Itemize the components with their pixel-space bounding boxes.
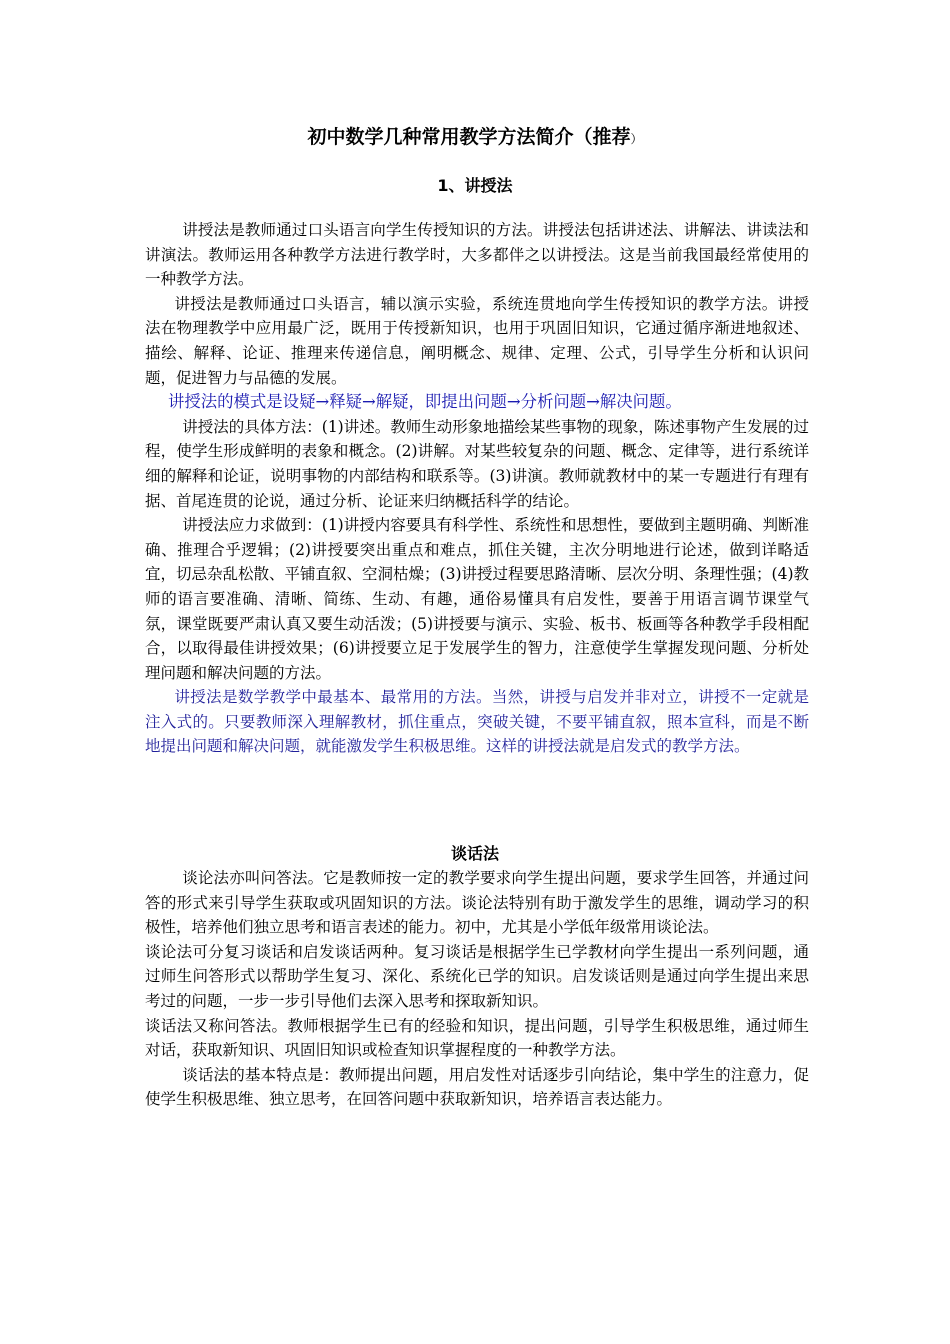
document-title [0, 123, 950, 153]
section-body-lecture [145, 218, 809, 759]
paragraph: 谈论法可分复习谈话和启发谈话两种。复习谈话是根据学生已学教材向学生提出一系列问题，通过师生问答形式以帮助学生复习、深化、系统化已学的知识。启发谈话则是通过向学生提出来思考过的问题，一步一步引导他们去深入思考和探取新知识。 [145, 942, 809, 1010]
paragraph: 谈话法的基本特点是：教师提出问题，用启发性对话逐步引向结论，集中学生的注意力，促使学生积极思维、独立思考，在回答问题中获取新知识，培养语言表达能力。 [145, 1065, 809, 1109]
paragraph: 讲授法的具体方法：(1)讲述。教师生动形象地描绘某些事物的现象，陈述事物产生发展的过程，使学生形成鲜明的表象和概念。(2)讲解。对某些较复杂的问题、概念、定律等，进行系统详细的解释和论证，说明事物的内部结构和联系等。(3)讲演。教师就教材中的某一专题进行有理有据、首尾连贯的论说，通过分析、论证来归纳概括科学的结论。 [145, 417, 809, 510]
paragraph: 谈话法又称问答法。教师根据学生已有的经验和知识，提出问题，引导学生积极思维，通过师生对话，获取新知识、巩固旧知识或检查知识掌握程度的一种教学方法。 [145, 1016, 809, 1060]
paragraph-highlight: 讲授法是数学教学中最基本、最常用的方法。当然，讲授与启发并非对立，讲授不一定就是注入式的。只要教师深入理解教材，抓住重点，突破关键，不要平铺直叙，照本宣科，而是不断地提出问题和解决问题，就能激发学生积极思维。这样的讲授法就是启发式的教学方法。 [145, 688, 809, 756]
paragraph: 谈论法亦叫问答法。它是教师按一定的教学要求向学生提出问题，要求学生回答，并通过问答的形式来引导学生获取或巩固知识的方法。谈论法特别有助于激发学生的思维，调动学习的积极性，培养他们独立思考和语言表述的能力。初中，尤其是小学低年级常用谈论法。 [145, 869, 809, 937]
paragraph: 讲授法是教师通过口头语言向学生传授知识的方法。讲授法包括讲述法、讲解法、讲读法和讲演法。教师运用各种教学方法进行教学时，大多都伴之以讲授法。这是当前我国最经常使用的一种教学方法。 [145, 221, 809, 289]
paragraph-highlight: 讲授法的模式是设疑→释疑→解疑，即提出问题→分析问题→解决问题。 [167, 392, 682, 412]
paragraph: 讲授法是教师通过口头语言，辅以演示实验，系统连贯地向学生传授知识的教学方法。讲授法在物理教学中应用最广泛，既用于传授新知识，也用于巩固旧知识，它通过循序渐进地叙述、描绘、解释、论证、推理来传递信息，阐明概念、规律、定理、公式，引导学生分析和认识问题，促进智力与品德的发展。 [145, 294, 809, 387]
section-heading-lecture: 1、讲授法 [437, 176, 513, 195]
paragraph: 讲授法应力求做到：(1)讲授内容要具有科学性、系统性和思想性，要做到主题明确、判断准确、推理合乎逻辑；(2)讲授要突出重点和难点，抓住关键，主次分明地进行论述，做到详略适宜，切忌杂乱松散、平铺直叙、空洞枯燥；(3)讲授过程要思路清晰、层次分明、条理性强；(4)教师的语言要准确、清晰、简练、生动、有趣，通俗易懂具有启发性，要善于用语言调节课堂气氛，课堂既要严肃认真又要生动活泼；(5)讲授要与演示、实验、板书、板画等各种教学手段相配合，以取得最佳讲授效果；(6)讲授要立足于发展学生的智力，注意使学生掌握发现问题、分析处理问题和解决问题的方法。 [145, 516, 809, 682]
section-heading-discussion: 谈话法 [450, 844, 499, 863]
section-body-discussion [145, 866, 809, 1112]
title-text: 初中数学几种常用教学方法简介（推荐 [307, 126, 631, 148]
title-suffix: ） [630, 132, 643, 146]
